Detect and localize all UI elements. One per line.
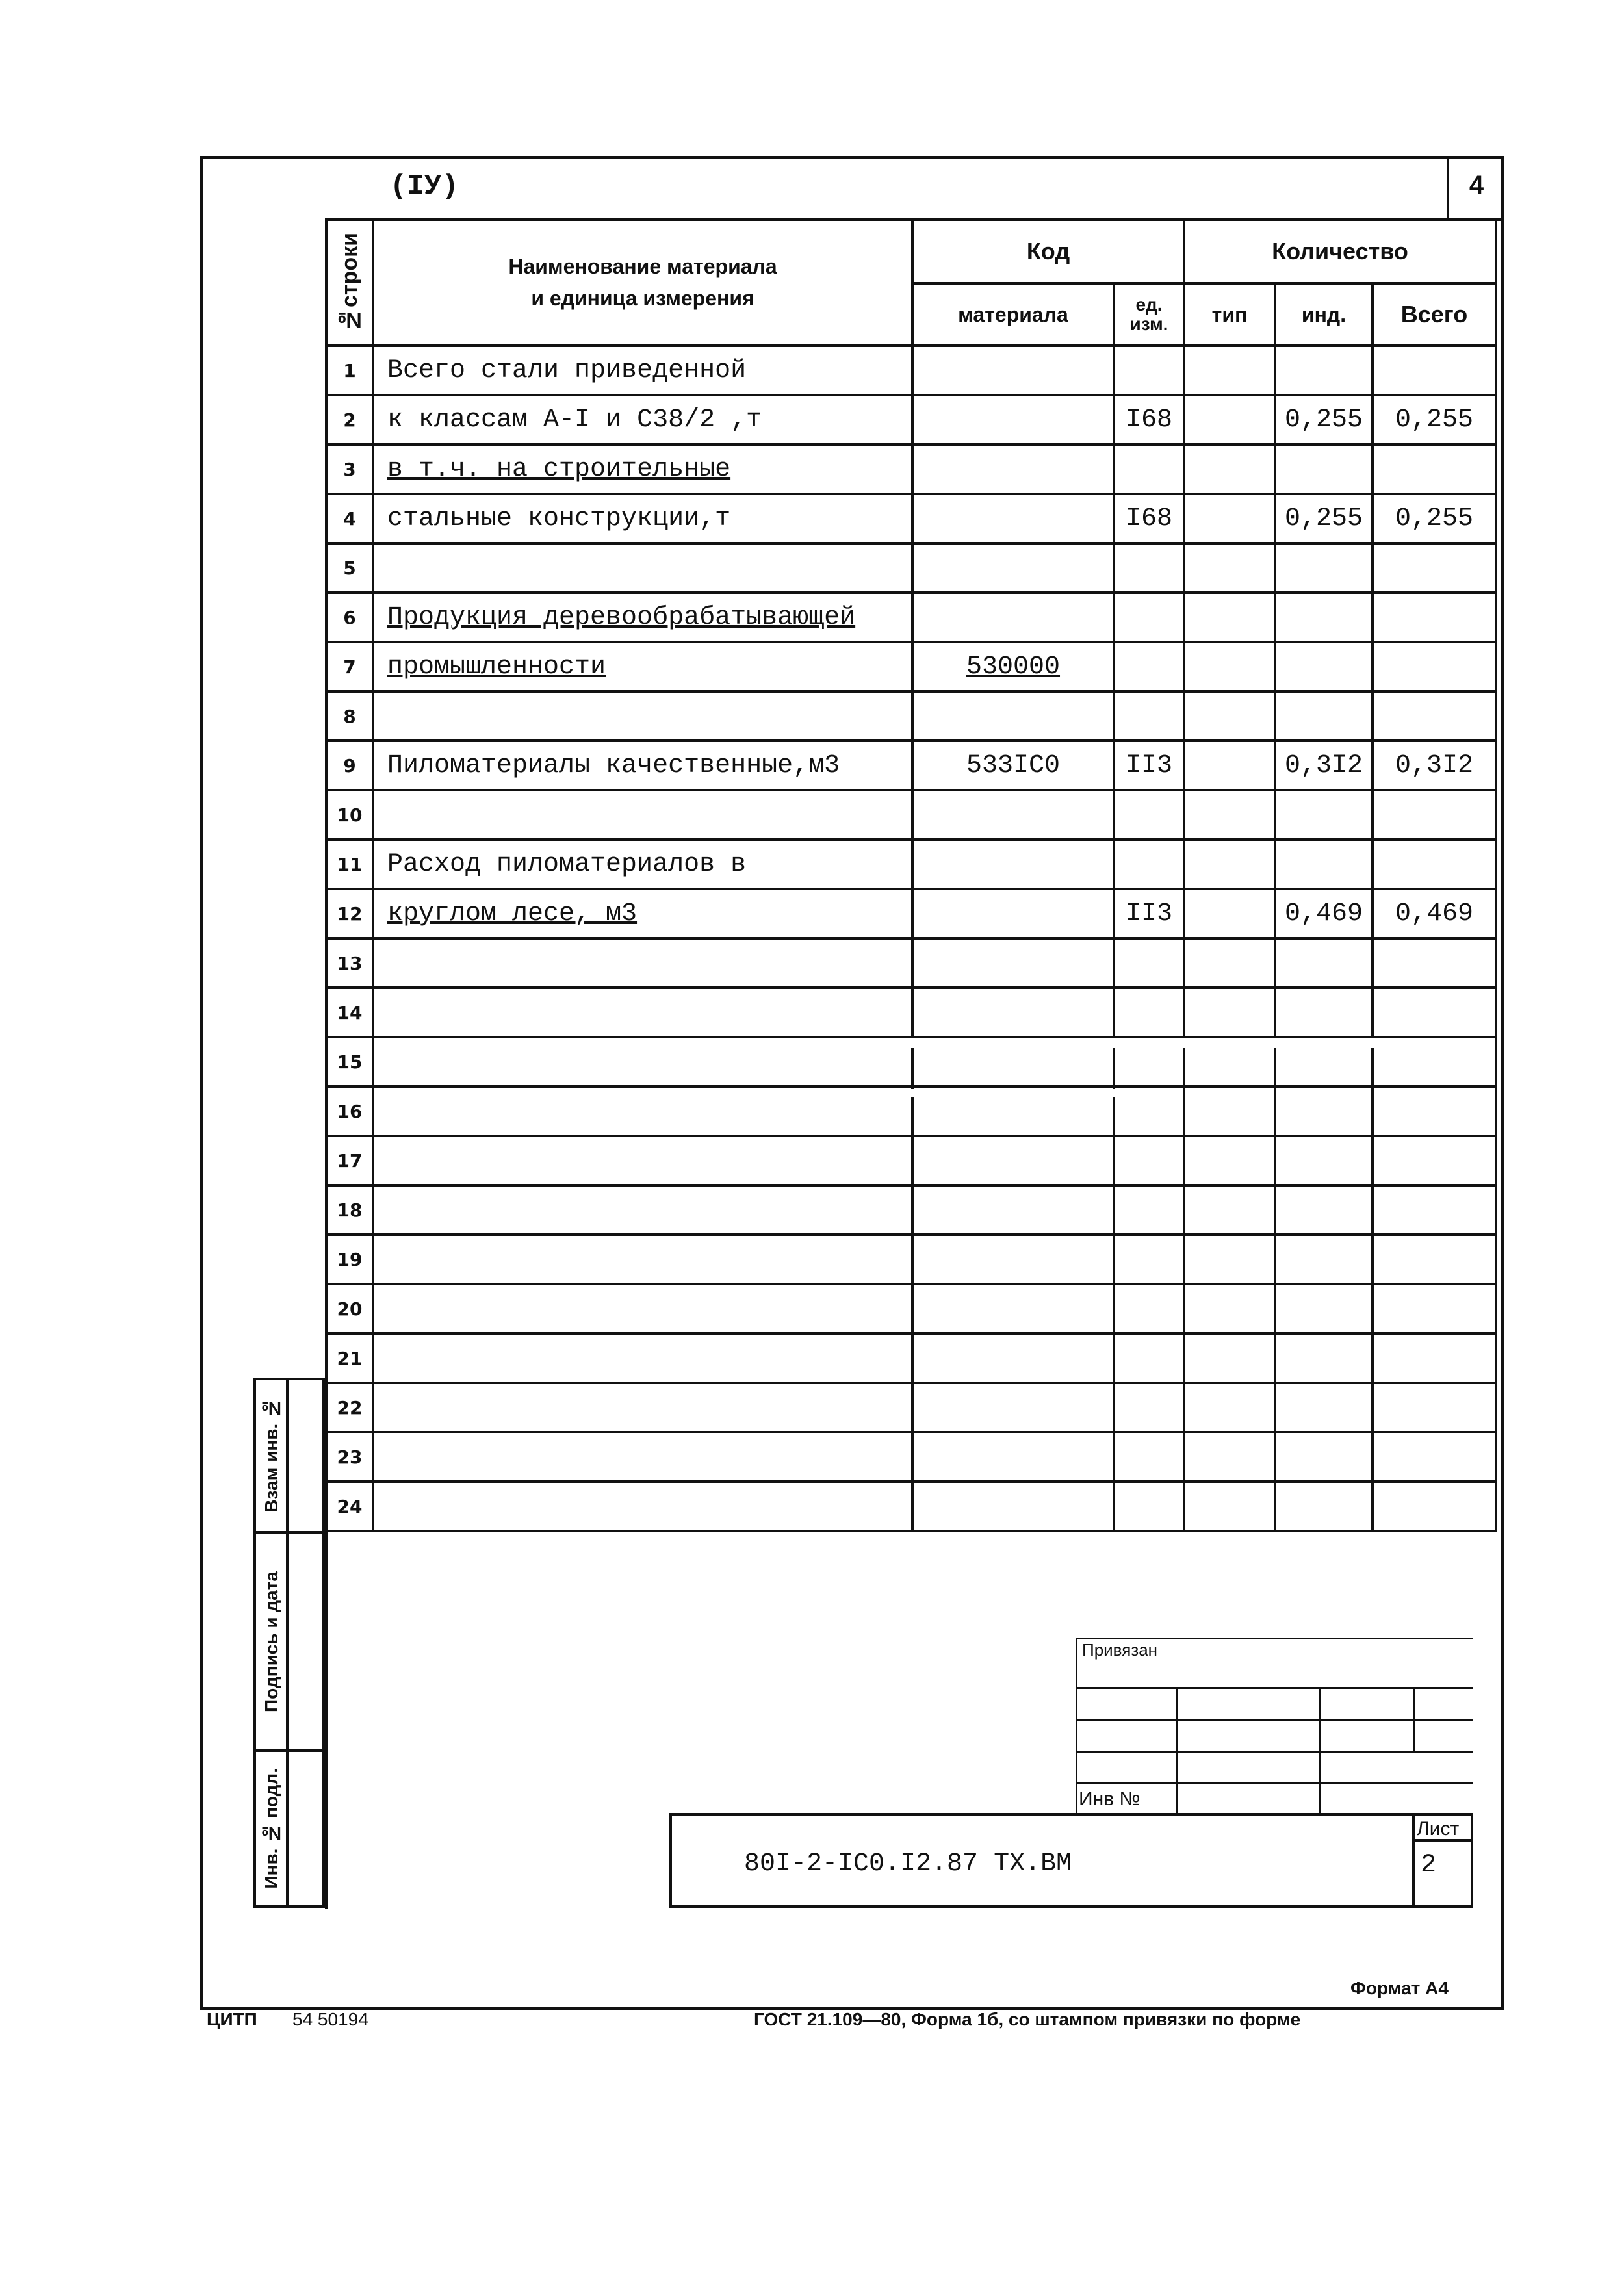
row-type xyxy=(1184,1333,1275,1383)
row-number: 13 xyxy=(326,938,373,988)
row-number: 18 xyxy=(326,1185,373,1235)
row-ind xyxy=(1275,1136,1373,1185)
row-name: к классам А-I и С38/2 ,т xyxy=(373,395,912,444)
row-number: 12 xyxy=(326,889,373,938)
row-ind xyxy=(1275,691,1373,741)
row-unit xyxy=(1114,1136,1184,1185)
row-code xyxy=(912,790,1114,840)
row-unit xyxy=(1114,1284,1184,1333)
row-ind xyxy=(1275,1432,1373,1482)
row-code xyxy=(912,1284,1114,1333)
inv-no-label: Инв № xyxy=(1079,1788,1141,1810)
row-number: 5 xyxy=(326,543,373,593)
row-ind xyxy=(1275,1482,1373,1531)
stamp-line xyxy=(1176,1688,1178,1813)
row-total xyxy=(1373,1432,1496,1482)
row-ind xyxy=(1275,1086,1373,1136)
row-type xyxy=(1184,741,1275,790)
row-unit xyxy=(1114,593,1184,642)
row-ind xyxy=(1275,1333,1373,1383)
row-unit xyxy=(1114,642,1184,691)
table-row xyxy=(326,1333,1496,1383)
row-name xyxy=(373,1284,912,1333)
header-name-cell xyxy=(373,220,912,346)
row-total xyxy=(1373,790,1496,840)
header-row-1 xyxy=(326,220,1496,283)
row-unit xyxy=(1114,543,1184,593)
row-type xyxy=(1184,494,1275,543)
table-row xyxy=(326,543,1496,593)
header-qty-group: Количество xyxy=(1184,220,1496,283)
row-ind xyxy=(1275,444,1373,494)
row-code xyxy=(912,840,1114,889)
row-code: 530000 xyxy=(912,642,1114,691)
document-code: 80I-2-IC0.I2.87 TX.BM xyxy=(744,1849,1072,1879)
row-type xyxy=(1184,642,1275,691)
table-row xyxy=(326,988,1496,1037)
row-total xyxy=(1373,1136,1496,1185)
table-row xyxy=(326,346,1496,395)
row-code xyxy=(912,593,1114,642)
row-ind xyxy=(1275,593,1373,642)
footer-gost: ГОСТ 21.109—80, Форма 1б, со штампом привязки по форме xyxy=(754,2009,1301,2029)
table-row xyxy=(326,642,1496,691)
side-label-inv-podl: Инв. № подл. xyxy=(257,1752,289,1905)
row-total xyxy=(1373,840,1496,889)
table-row xyxy=(326,1185,1496,1235)
row-number: 7 xyxy=(326,642,373,691)
row-ind: 0,3I2 xyxy=(1275,741,1373,790)
table-row xyxy=(326,741,1496,790)
row-unit xyxy=(1114,1383,1184,1432)
header-code-group: Код xyxy=(912,220,1184,283)
header-qty-total: Всего xyxy=(1373,283,1496,346)
row-number: 4 xyxy=(326,494,373,543)
row-number: 20 xyxy=(326,1284,373,1333)
row-unit: I68 xyxy=(1114,395,1184,444)
row-unit xyxy=(1114,691,1184,741)
row-type xyxy=(1184,1185,1275,1235)
row-unit xyxy=(1114,1333,1184,1383)
row-name xyxy=(373,1482,912,1531)
row-total xyxy=(1373,1037,1496,1086)
header-qty-ind: инд. xyxy=(1275,283,1373,346)
row-name xyxy=(373,938,912,988)
table-row xyxy=(326,1235,1496,1284)
row-total xyxy=(1373,1333,1496,1383)
table-row xyxy=(326,1383,1496,1432)
row-number: 21 xyxy=(326,1333,373,1383)
side-box-sign-date xyxy=(253,1531,325,1752)
row-total xyxy=(1373,1235,1496,1284)
row-code xyxy=(912,1383,1114,1432)
row-total xyxy=(1373,988,1496,1037)
table-row xyxy=(326,593,1496,642)
row-total xyxy=(1373,642,1496,691)
binding-label: Привязан xyxy=(1082,1640,1158,1660)
row-number: 10 xyxy=(326,790,373,840)
table-row xyxy=(326,1136,1496,1185)
row-number: 11 xyxy=(326,840,373,889)
row-name xyxy=(373,1383,912,1432)
table-row xyxy=(326,1284,1496,1333)
row-number: 14 xyxy=(326,988,373,1037)
header-row-no: №строки xyxy=(337,233,362,333)
row-name: промышленности xyxy=(373,642,912,691)
format-label: Формат А4 xyxy=(1350,1978,1449,1998)
strip-right-border xyxy=(325,1532,328,1909)
row-ind: 0,255 xyxy=(1275,395,1373,444)
row-number: 22 xyxy=(326,1383,373,1432)
row-total xyxy=(1373,691,1496,741)
row-ind xyxy=(1275,1185,1373,1235)
row-unit: I68 xyxy=(1114,494,1184,543)
row-unit xyxy=(1114,988,1184,1037)
row-unit: II3 xyxy=(1114,741,1184,790)
row-code xyxy=(912,1185,1114,1235)
row-type xyxy=(1184,543,1275,593)
row-ind xyxy=(1275,1284,1373,1333)
row-code xyxy=(912,1235,1114,1284)
row-number: 24 xyxy=(326,1482,373,1531)
row-unit xyxy=(1114,444,1184,494)
row-name: Расход пиломатериалов в xyxy=(373,840,912,889)
row-name: Продукция деревообрабатывающей xyxy=(373,593,912,642)
row-type xyxy=(1184,1482,1275,1531)
row-name xyxy=(373,790,912,840)
row-number: 15 xyxy=(326,1037,373,1086)
row-name xyxy=(373,988,912,1037)
row-unit xyxy=(1114,1432,1184,1482)
row-code xyxy=(912,444,1114,494)
row-code xyxy=(912,1333,1114,1383)
table-row xyxy=(326,790,1496,840)
row-unit xyxy=(1114,840,1184,889)
row-total xyxy=(1373,938,1496,988)
row-number: 16 xyxy=(326,1086,373,1136)
row-code xyxy=(912,938,1114,988)
header-code-material: материала xyxy=(912,283,1114,346)
row-name xyxy=(373,1333,912,1383)
row-type xyxy=(1184,691,1275,741)
row-name: Пиломатериалы качественные,м3 xyxy=(373,741,912,790)
side-box-inv-podl xyxy=(253,1749,325,1908)
row-code xyxy=(912,988,1114,1037)
row-total xyxy=(1373,543,1496,593)
table-row xyxy=(326,444,1496,494)
row-name: стальные конструкции,т xyxy=(373,494,912,543)
row-number: 23 xyxy=(326,1432,373,1482)
table-row xyxy=(326,395,1496,444)
row-total xyxy=(1373,1482,1496,1531)
row-code xyxy=(912,494,1114,543)
list-number: 2 xyxy=(1421,1851,1437,1880)
footer-org: ЦИТП xyxy=(207,2009,257,2029)
table-row xyxy=(326,889,1496,938)
row-code xyxy=(912,1432,1114,1482)
row-name xyxy=(373,1235,912,1284)
materials-table xyxy=(325,218,1497,1532)
stamp-line xyxy=(1413,1688,1415,1753)
row-type xyxy=(1184,1235,1275,1284)
row-ind xyxy=(1275,790,1373,840)
row-type xyxy=(1184,1383,1275,1432)
header-name-line2: и единица измерения xyxy=(531,287,754,310)
row-unit xyxy=(1114,938,1184,988)
row-code xyxy=(912,1136,1114,1185)
row-number: 2 xyxy=(326,395,373,444)
row-total: 0,3I2 xyxy=(1373,741,1496,790)
row-type xyxy=(1184,938,1275,988)
row-type xyxy=(1184,1086,1275,1136)
side-box-vzam xyxy=(253,1378,325,1534)
row-code xyxy=(912,346,1114,395)
row-type xyxy=(1184,346,1275,395)
row-unit xyxy=(1114,1185,1184,1235)
row-number: 19 xyxy=(326,1235,373,1284)
row-name: в т.ч. на строительные xyxy=(373,444,912,494)
row-type xyxy=(1184,1432,1275,1482)
row-ind xyxy=(1275,1383,1373,1432)
row-ind xyxy=(1275,840,1373,889)
row-total xyxy=(1373,1185,1496,1235)
row-code xyxy=(912,1482,1114,1531)
row-type xyxy=(1184,395,1275,444)
table-row xyxy=(326,1432,1496,1482)
row-total xyxy=(1373,346,1496,395)
sheet-number: 4 xyxy=(1447,156,1504,221)
row-total: 0,255 xyxy=(1373,494,1496,543)
table-row xyxy=(326,840,1496,889)
row-ind xyxy=(1275,543,1373,593)
row-unit xyxy=(1114,790,1184,840)
row-type xyxy=(1184,444,1275,494)
row-ind xyxy=(1275,938,1373,988)
row-unit xyxy=(1114,1235,1184,1284)
row-name: Всего стали приведенной xyxy=(373,346,912,395)
row-type xyxy=(1184,1284,1275,1333)
row-type xyxy=(1184,1136,1275,1185)
row-name xyxy=(373,1432,912,1482)
row-number: 8 xyxy=(326,691,373,741)
row-total: 0,255 xyxy=(1373,395,1496,444)
row-name xyxy=(373,691,912,741)
side-label-sign-date: Подпись и дата xyxy=(257,1534,289,1749)
row-total xyxy=(1373,1383,1496,1432)
row-type xyxy=(1184,889,1275,938)
row-number: 3 xyxy=(326,444,373,494)
table-row xyxy=(326,691,1496,741)
table-row xyxy=(326,1482,1496,1531)
row-number: 1 xyxy=(326,346,373,395)
row-name xyxy=(373,1136,912,1185)
row-type xyxy=(1184,988,1275,1037)
row-ind xyxy=(1275,1235,1373,1284)
row-ind xyxy=(1275,346,1373,395)
row-type xyxy=(1184,790,1275,840)
row-number: 17 xyxy=(326,1136,373,1185)
row-total xyxy=(1373,444,1496,494)
row-name xyxy=(373,1185,912,1235)
stamp-line xyxy=(1076,1782,1473,1784)
header-name-line1: Наименование материала xyxy=(508,255,777,278)
scan-artifact xyxy=(377,1038,1391,1048)
row-ind xyxy=(1275,988,1373,1037)
footer-order: 54 50194 xyxy=(292,2009,368,2029)
side-label-vzam: Взам инв. № xyxy=(257,1380,289,1531)
row-ind: 0,469 xyxy=(1275,889,1373,938)
row-total: 0,469 xyxy=(1373,889,1496,938)
row-unit xyxy=(1114,1482,1184,1531)
row-number: 9 xyxy=(326,741,373,790)
row-type xyxy=(1184,840,1275,889)
row-total xyxy=(1373,1284,1496,1333)
stamp-line xyxy=(1319,1688,1321,1813)
header-qty-type: тип xyxy=(1184,283,1275,346)
scan-artifact xyxy=(455,1089,1170,1097)
row-code xyxy=(912,543,1114,593)
row-number: 6 xyxy=(326,593,373,642)
table-row xyxy=(326,938,1496,988)
row-unit: II3 xyxy=(1114,889,1184,938)
row-name xyxy=(373,543,912,593)
header-row-no-cell xyxy=(326,220,373,346)
row-total xyxy=(1373,1086,1496,1136)
row-ind xyxy=(1275,642,1373,691)
table-row xyxy=(326,494,1496,543)
row-code: 533IC0 xyxy=(912,741,1114,790)
row-code xyxy=(912,395,1114,444)
stamp-line xyxy=(1412,1813,1415,1842)
list-label: Лист xyxy=(1417,1818,1460,1840)
row-type xyxy=(1184,593,1275,642)
row-code xyxy=(912,889,1114,938)
row-ind: 0,255 xyxy=(1275,494,1373,543)
row-unit xyxy=(1114,346,1184,395)
row-name: круглом лесе, м3 xyxy=(373,889,912,938)
row-code xyxy=(912,691,1114,741)
section-label: (IУ) xyxy=(390,170,459,203)
row-total xyxy=(1373,593,1496,642)
header-code-unit: ед. изм. xyxy=(1114,283,1184,346)
